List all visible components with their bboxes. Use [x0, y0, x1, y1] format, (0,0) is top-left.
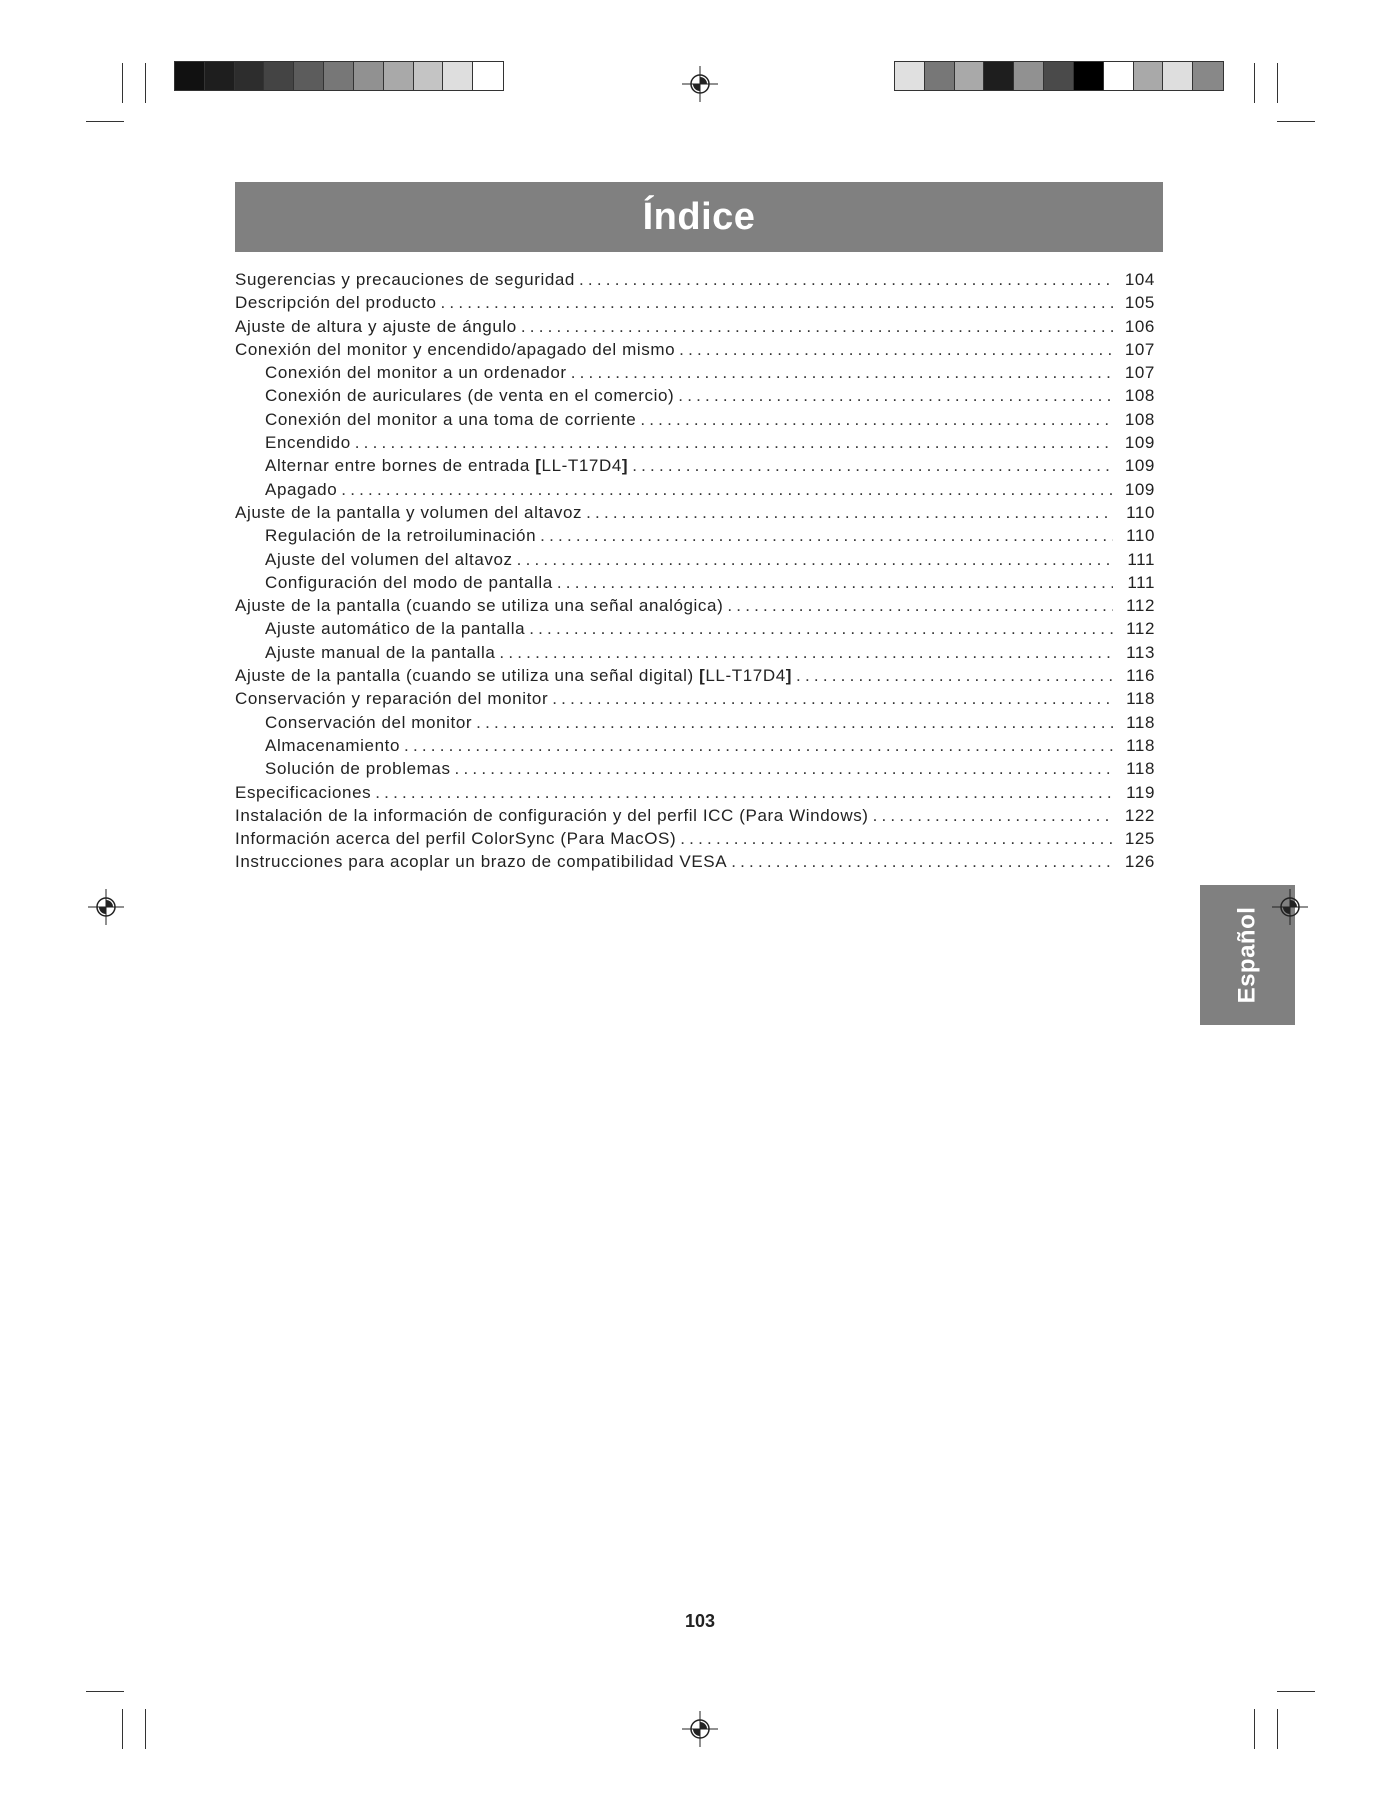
toc-entry-title: Encendido [265, 433, 351, 453]
color-swatch [1014, 62, 1044, 90]
crop-mark-line [1277, 63, 1278, 103]
toc-entry-page: 118 [1126, 689, 1155, 709]
crop-mark-line [122, 63, 123, 103]
toc-entry-label [265, 526, 536, 546]
color-swatch [235, 62, 265, 90]
toc-dot-leader [873, 806, 1113, 826]
toc-entry-label [265, 759, 451, 779]
toc-entry [235, 666, 1155, 689]
toc-dot-leader [355, 433, 1113, 453]
toc-dot-leader [678, 386, 1113, 406]
toc-entry-page: 111 [1127, 549, 1155, 569]
toc-entry [235, 456, 1155, 479]
toc-entry-label [235, 270, 575, 290]
crop-mark-line [86, 121, 124, 122]
toc-entry-label [265, 550, 513, 570]
table-of-contents [235, 270, 1155, 876]
toc-entry-model: LL-T17D4 [705, 666, 786, 686]
toc-entry-title: Conexión del monitor y encendido/apagado del mismo [235, 339, 676, 359]
toc-entry [235, 363, 1155, 386]
toc-entry-page: 118 [1126, 759, 1155, 779]
toc-dot-leader [552, 689, 1113, 709]
toc-entry-title: Instalación de la información de configuración y del perfil ICC (Para Windows) [235, 805, 869, 825]
color-swatch [294, 62, 324, 90]
color-swatch [175, 62, 205, 90]
color-swatch [984, 62, 1014, 90]
toc-entry-page: 109 [1124, 479, 1155, 499]
toc-entry-title: Conservación y reparación del monitor [235, 689, 549, 709]
crop-mark-line [122, 1709, 123, 1749]
toc-entry-title: Apagado [265, 479, 338, 499]
toc-entry-label: Ajuste de la pantalla (cuando se utiliza una señal digital) [LL-T17D4] [235, 666, 793, 686]
toc-entry-title: Ajuste de altura y ajuste de ángulo [235, 316, 517, 336]
toc-entry [235, 829, 1155, 852]
toc-entry-title: Conservación del monitor [265, 712, 473, 732]
toc-dot-leader [586, 503, 1113, 523]
toc-entry [235, 596, 1155, 619]
color-swatch [1134, 62, 1164, 90]
toc-entry-label [265, 736, 400, 756]
toc-entry-label [265, 433, 351, 453]
toc-entry-title: Configuración del modo de pantalla [265, 572, 553, 592]
toc-entry-title: Ajuste de la pantalla (cuando se utiliza una señal analógica) [235, 596, 724, 616]
toc-dot-leader [375, 783, 1113, 803]
toc-entry-label [265, 410, 636, 430]
toc-entry-title: Almacenamiento [265, 735, 401, 755]
toc-dot-leader [540, 526, 1113, 546]
toc-dot-leader [499, 643, 1113, 663]
toc-entry [235, 573, 1155, 596]
color-swatch [1193, 62, 1223, 90]
crop-mark-line [145, 1709, 146, 1749]
toc-dot-leader [455, 759, 1113, 779]
toc-entry-page: 106 [1124, 316, 1155, 336]
color-swatch [414, 62, 444, 90]
toc-dot-leader [571, 363, 1113, 383]
toc-entry-label [235, 503, 582, 523]
title-bar [235, 182, 1163, 252]
toc-entry-label [265, 643, 495, 663]
toc-entry-title: Ajuste de la pantalla (cuando se utiliza una señal digital) [235, 666, 694, 686]
registration-mark-icon [1272, 889, 1308, 925]
toc-dot-leader [679, 340, 1113, 360]
crop-mark-line [1254, 1709, 1255, 1749]
color-swatch [473, 62, 503, 90]
toc-entry-title: Información acerca del perfil ColorSync (Para MacOS) [235, 829, 677, 849]
page-title: Índice [642, 195, 756, 238]
toc-entry [235, 340, 1155, 363]
toc-entry-title: Ajuste de la pantalla y volumen del altavoz [235, 502, 583, 522]
toc-entry-title: Conexión de auriculares (de venta en el comercio) [265, 386, 675, 406]
toc-dot-leader [557, 573, 1113, 593]
toc-entry-title: Solución de problemas [265, 759, 451, 779]
toc-dot-leader [632, 456, 1113, 476]
color-swatch [1163, 62, 1193, 90]
toc-entry-label [265, 713, 472, 733]
toc-dot-leader [796, 666, 1113, 686]
toc-entry-label [235, 293, 437, 313]
toc-entry [235, 270, 1155, 293]
toc-entry-page: 105 [1124, 293, 1155, 313]
toc-entry [235, 713, 1155, 736]
toc-entry-page: 107 [1124, 363, 1155, 383]
toc-entry-page: 104 [1124, 270, 1155, 289]
toc-entry-page: 111 [1127, 572, 1155, 592]
toc-entry [235, 480, 1155, 503]
color-swatch [925, 62, 955, 90]
color-swatch [1074, 62, 1104, 90]
toc-entry-page: 107 [1124, 339, 1155, 359]
crop-mark-line [1254, 63, 1255, 103]
toc-entry-title: Sugerencias y precauciones de seguridad [235, 270, 575, 289]
color-bar-right [894, 61, 1224, 91]
toc-entry-label [235, 806, 869, 826]
toc-entry-page: 112 [1126, 596, 1155, 616]
toc-entry [235, 410, 1155, 433]
toc-entry-page: 118 [1126, 712, 1155, 732]
page-number: 103 [684, 1611, 716, 1631]
toc-entry-model: LL-T17D4 [541, 456, 622, 476]
toc-entry [235, 643, 1155, 666]
toc-dot-leader [529, 619, 1113, 639]
color-swatch [1044, 62, 1074, 90]
toc-dot-leader [727, 596, 1113, 616]
language-tab-label: Español [1233, 906, 1261, 1004]
registration-mark-icon [88, 889, 124, 925]
toc-entry-title: Conexión del monitor a un ordenador [265, 363, 567, 383]
toc-entry [235, 526, 1155, 549]
toc-dot-leader [731, 852, 1113, 872]
toc-entry-page: 110 [1126, 526, 1155, 546]
toc-entry-title: Descripción del producto [235, 293, 437, 313]
toc-entry-title: Regulación de la retroiluminación [265, 526, 537, 546]
color-swatch [354, 62, 384, 90]
toc-entry-page: 122 [1124, 805, 1155, 825]
toc-dot-leader [521, 317, 1113, 337]
toc-entry [235, 619, 1155, 642]
toc-entry-label [265, 386, 674, 406]
toc-entry [235, 550, 1155, 573]
toc-entry-page: 119 [1126, 782, 1155, 802]
color-swatch [895, 62, 925, 90]
crop-mark-line [86, 1691, 124, 1692]
toc-entry-title: Alternar entre bornes de entrada [265, 456, 530, 476]
toc-entry-page: 108 [1124, 409, 1155, 429]
toc-entry-title: Conexión del monitor a una toma de corriente [265, 409, 637, 429]
crop-mark-line [1277, 121, 1315, 122]
toc-entry-page: 109 [1124, 456, 1155, 476]
color-swatch [324, 62, 354, 90]
toc-dot-leader [640, 410, 1113, 430]
color-swatch [1104, 62, 1134, 90]
toc-entry-title: Especificaciones [235, 782, 372, 802]
toc-entry-label [235, 689, 548, 709]
toc-entry [235, 783, 1155, 806]
toc-entry-label [235, 829, 676, 849]
toc-entry-label [235, 596, 723, 616]
toc-entry [235, 689, 1155, 712]
registration-mark-icon [682, 66, 718, 102]
toc-entry-page: 113 [1126, 642, 1155, 662]
toc-entry-title: Instrucciones para acoplar un brazo de compatibilidad VESA [235, 852, 728, 872]
toc-entry-page: 125 [1124, 829, 1155, 849]
color-swatch [264, 62, 294, 90]
toc-entry [235, 852, 1155, 875]
toc-dot-leader [579, 270, 1113, 290]
toc-entry-title: Ajuste del volumen del altavoz [265, 549, 513, 569]
color-bar-left [174, 61, 504, 91]
toc-entry-page: 108 [1124, 386, 1155, 406]
toc-entry [235, 433, 1155, 456]
crop-mark-line [1277, 1691, 1315, 1692]
toc-entry-title: Ajuste automático de la pantalla [265, 619, 526, 639]
toc-dot-leader [341, 480, 1113, 500]
toc-dot-leader [680, 829, 1113, 849]
toc-entry [235, 386, 1155, 409]
toc-entry-label [235, 340, 675, 360]
color-swatch [384, 62, 414, 90]
toc-entry-page: 110 [1126, 502, 1155, 522]
toc-entry [235, 503, 1155, 526]
toc-dot-leader [441, 293, 1114, 313]
toc-dot-leader [404, 736, 1113, 756]
toc-dot-leader [517, 550, 1113, 570]
toc-entry [235, 759, 1155, 782]
toc-entry [235, 293, 1155, 316]
registration-mark-icon [682, 1711, 718, 1747]
toc-entry-label [235, 852, 727, 872]
toc-entry [235, 317, 1155, 340]
toc-entry-page: 109 [1124, 433, 1155, 453]
crop-mark-line [145, 63, 146, 103]
color-swatch [443, 62, 473, 90]
toc-entry-page: 118 [1126, 735, 1155, 755]
toc-entry-page: 126 [1124, 852, 1155, 872]
color-swatch [955, 62, 985, 90]
color-swatch [205, 62, 235, 90]
toc-entry [235, 736, 1155, 759]
toc-entry-label [265, 619, 525, 639]
toc-entry-label: Alternar entre bornes de entrada [LL-T17D4] [265, 456, 629, 476]
toc-entry-page: 112 [1126, 619, 1155, 639]
toc-entry-page: 116 [1126, 666, 1155, 686]
crop-mark-line [1277, 1709, 1278, 1749]
toc-entry [235, 806, 1155, 829]
toc-entry-label [235, 317, 517, 337]
toc-entry-label [265, 480, 337, 500]
toc-entry-label [235, 783, 371, 803]
toc-entry-title: Ajuste manual de la pantalla [265, 642, 496, 662]
toc-dot-leader [476, 713, 1113, 733]
toc-entry-label [265, 573, 553, 593]
toc-entry-label [265, 363, 567, 383]
